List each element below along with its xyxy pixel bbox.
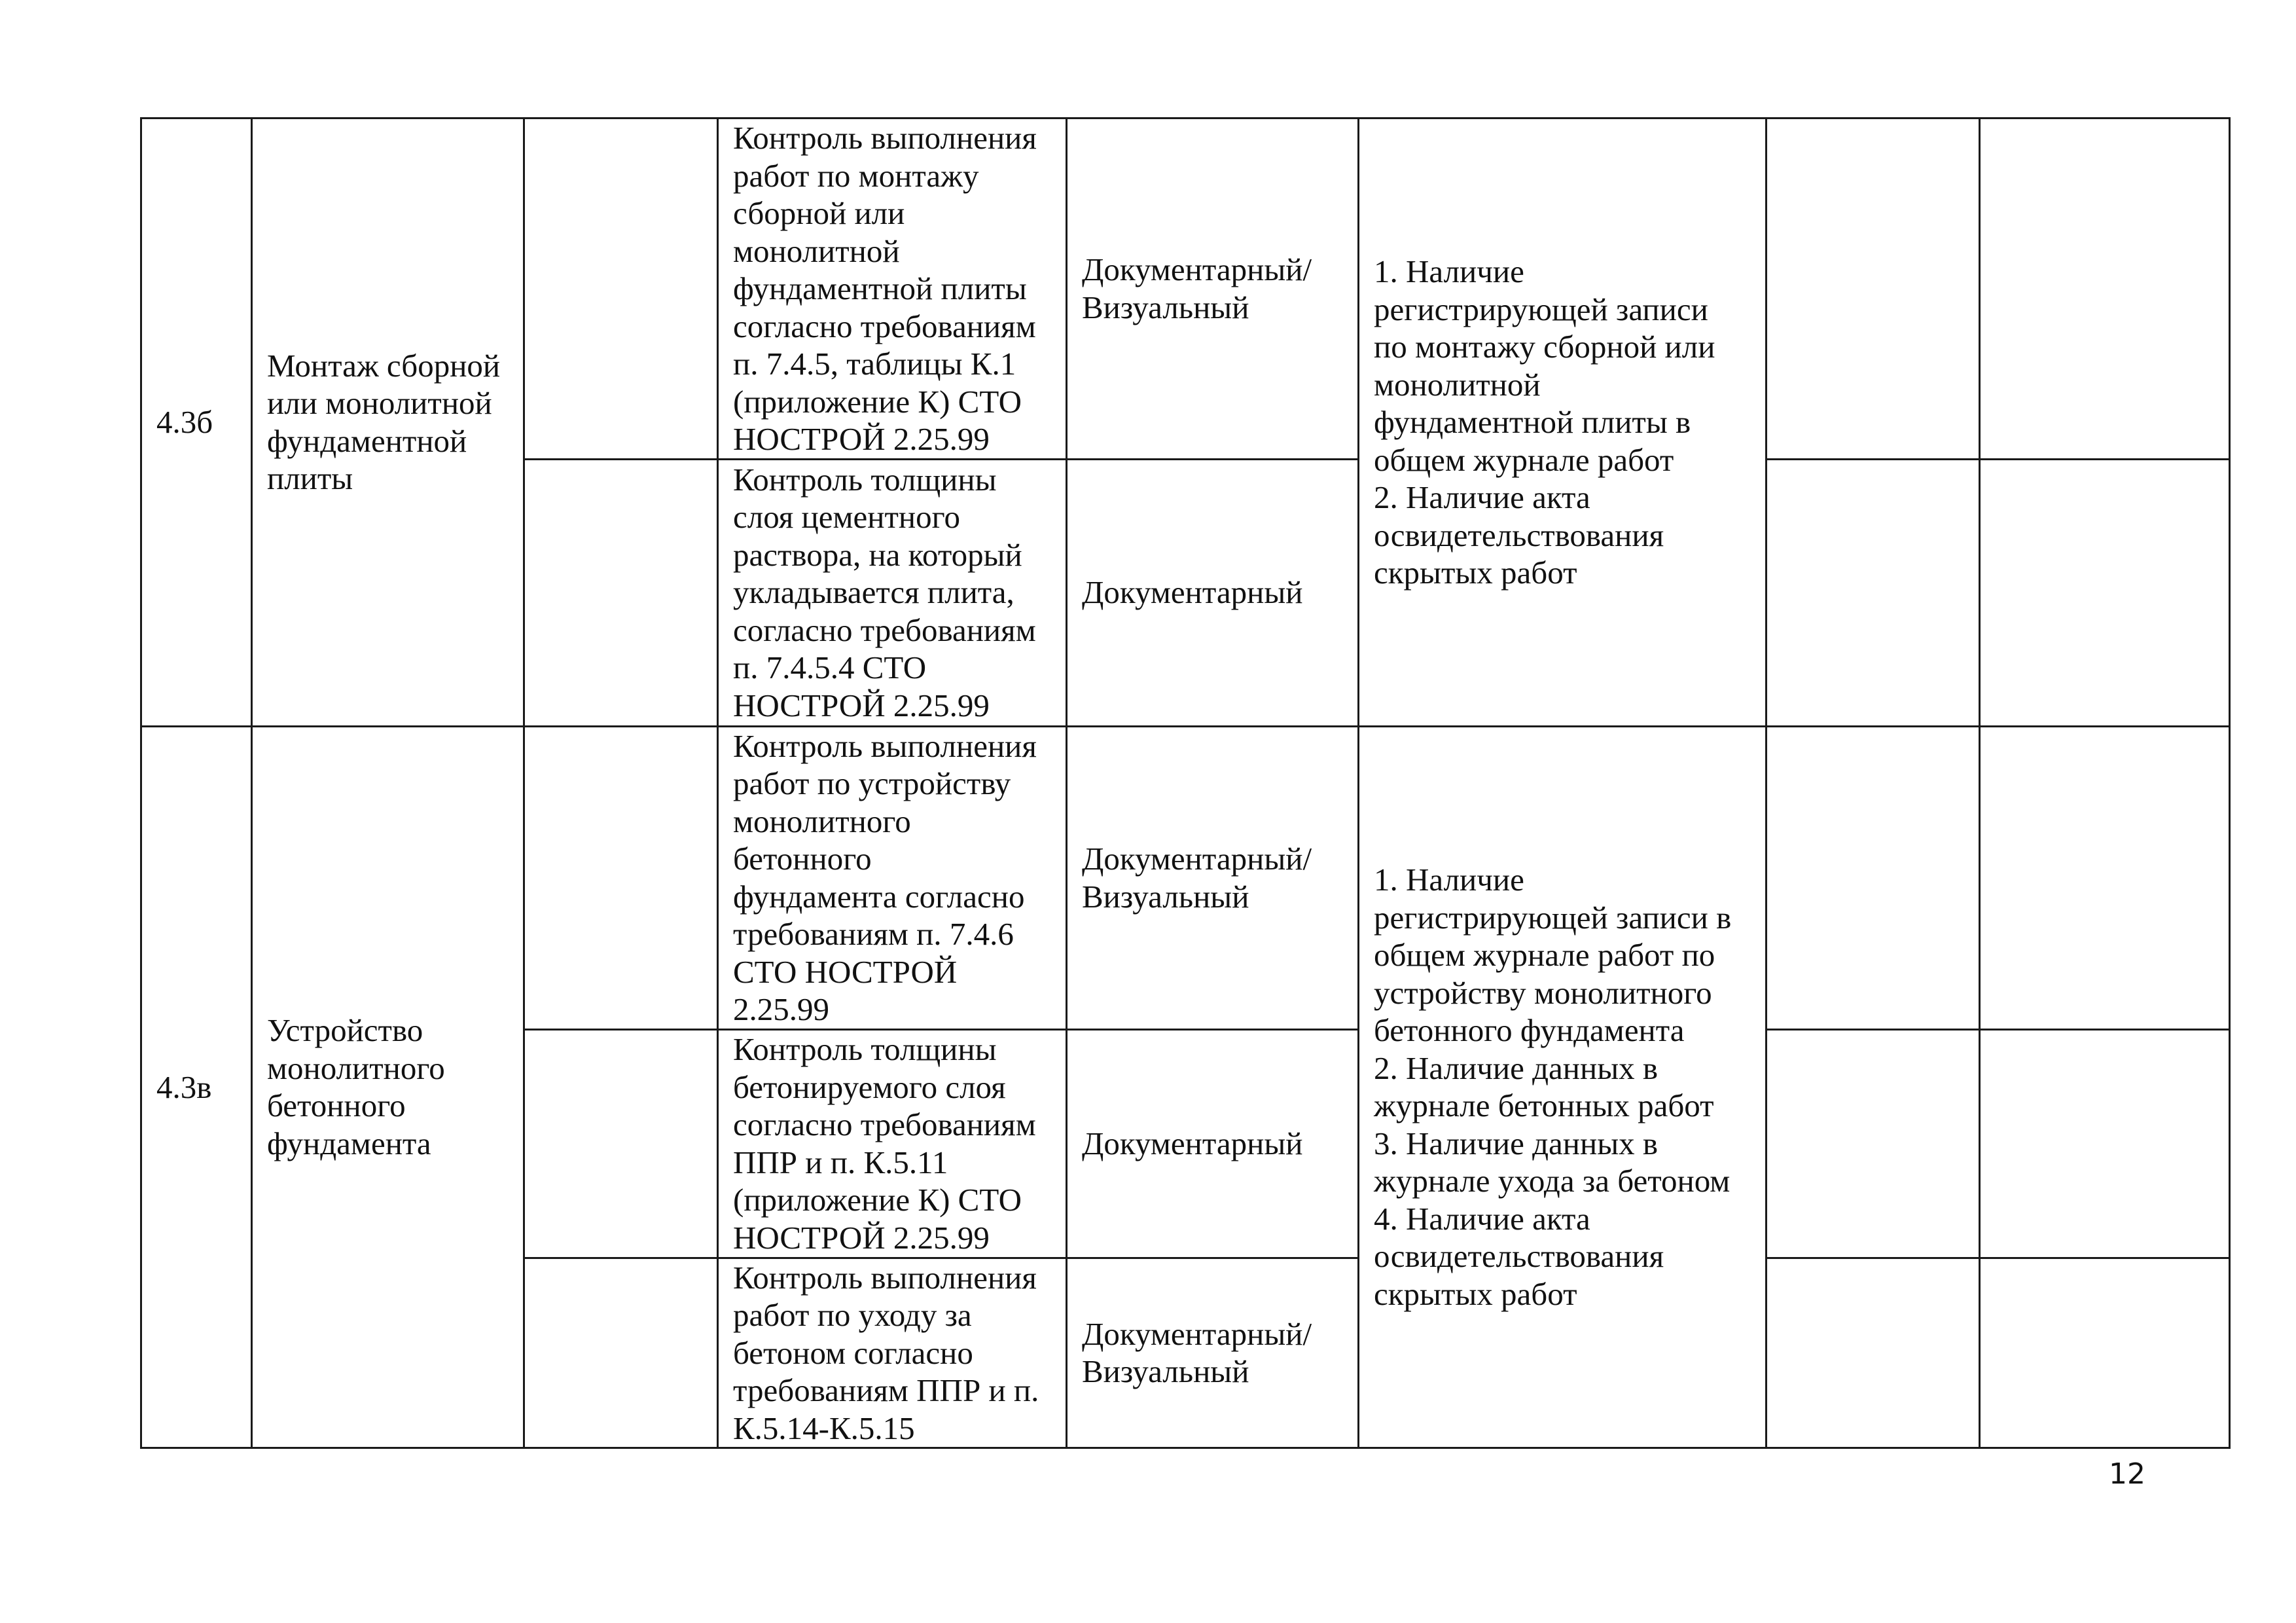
control-subject-line: (приложение К) СТО xyxy=(733,383,1022,420)
empty-cell xyxy=(1767,459,1980,726)
control-subject-line: требованиям ППР и п. xyxy=(733,1372,1039,1408)
empty-cell xyxy=(1767,1029,1980,1258)
operation-text-line: плиты xyxy=(267,460,353,497)
control-subject-line: бетонного xyxy=(733,841,872,877)
result-line: 1. Наличие xyxy=(1374,862,1524,898)
result-line: бетонного фундамента xyxy=(1374,1012,1685,1049)
empty-cell xyxy=(524,119,718,460)
control-subject-line: сборной или xyxy=(733,195,905,231)
control-method-line: Документарный xyxy=(1082,574,1303,611)
operation-text-line: фундаментной xyxy=(267,422,467,459)
operation-text-line: Устройство xyxy=(267,1012,423,1049)
result-line: 1. Наличие xyxy=(1374,253,1524,289)
control-result-cell xyxy=(1359,119,1767,727)
operation-cell xyxy=(252,726,524,1448)
result-line: по монтажу сборной или xyxy=(1374,329,1715,365)
empty-cell xyxy=(1767,1258,1980,1448)
empty-cell xyxy=(1980,726,2230,1029)
result-line: журнале ухода за бетоном xyxy=(1374,1163,1731,1199)
empty-cell xyxy=(1980,1258,2230,1448)
control-subject-line: (приложение К) СТО xyxy=(733,1182,1022,1218)
control-subject-cell xyxy=(718,726,1067,1029)
control-method-line: Визуальный xyxy=(1082,1353,1249,1390)
control-subject-line: НОСТРОЙ 2.25.99 xyxy=(733,421,990,457)
control-subject-line: бетоном согласно xyxy=(733,1334,973,1371)
result-line: 4. Наличие акта xyxy=(1374,1200,1590,1237)
result-line: 3. Наличие данных в xyxy=(1374,1125,1659,1161)
control-subject-line: согласно требованиям xyxy=(733,308,1036,344)
control-subject-line: Контроль толщины xyxy=(733,461,997,498)
empty-cell xyxy=(524,1029,718,1258)
control-subject-line: работ по монтажу xyxy=(733,157,979,194)
result-line: освидетельствования xyxy=(1374,517,1664,553)
result-line: регистрирующей записи в xyxy=(1374,899,1732,936)
control-method-line: Документарный/ xyxy=(1082,1315,1312,1352)
control-method-line: Визуальный xyxy=(1082,289,1249,325)
control-subject-line: СТО НОСТРОЙ xyxy=(733,953,958,990)
control-method-line: Документарный/ xyxy=(1082,841,1312,877)
table-row xyxy=(141,119,2230,460)
control-subject-line: фундаментной плиты xyxy=(733,270,1027,306)
operation-text-line: или монолитной xyxy=(267,385,492,422)
control-subject-line: согласно требованиям xyxy=(733,611,1036,648)
empty-cell xyxy=(524,459,718,726)
control-method-cell xyxy=(1067,459,1359,726)
control-method-cell xyxy=(1067,119,1359,460)
control-subject-line: 2.25.99 xyxy=(733,991,829,1027)
table-row xyxy=(141,726,2230,1029)
operation-text-line: бетонного xyxy=(267,1087,406,1124)
empty-cell xyxy=(1767,119,1980,460)
empty-cell xyxy=(524,1258,718,1448)
control-subject-line: НОСТРОЙ 2.25.99 xyxy=(733,1219,990,1256)
control-subject-cell xyxy=(718,1029,1067,1258)
result-line: регистрирующей записи xyxy=(1374,291,1708,327)
control-subject-line: раствора, на который xyxy=(733,536,1022,573)
result-line: общем журнале работ по xyxy=(1374,937,1715,974)
result-line: 2. Наличие данных в xyxy=(1374,1049,1659,1086)
result-line: освидетельствования xyxy=(1374,1238,1664,1275)
operation-text-line: фундамента xyxy=(267,1125,431,1161)
operation-text-line: Монтаж сборной xyxy=(267,347,501,384)
control-method-cell xyxy=(1067,1258,1359,1448)
control-subject-line: требованиям п. 7.4.6 xyxy=(733,916,1014,952)
control-method-line: Визуальный xyxy=(1082,878,1249,915)
control-subject-line: бетонируемого слоя xyxy=(733,1068,1006,1105)
control-subject-line: п. 7.4.5, таблицы К.1 xyxy=(733,346,1016,382)
result-line: 2. Наличие акта xyxy=(1374,479,1590,515)
empty-cell xyxy=(524,726,718,1029)
result-line: скрытых работ xyxy=(1374,555,1577,591)
item-number: 4.3б xyxy=(156,404,213,440)
control-subject-line: монолитного xyxy=(733,803,911,839)
control-subject-line: работ по уходу за xyxy=(733,1297,972,1333)
result-line: скрытых работ xyxy=(1374,1275,1577,1312)
control-method-line: Документарный/ xyxy=(1082,251,1312,288)
result-line: устройству монолитного xyxy=(1374,974,1712,1011)
control-result-cell xyxy=(1359,726,1767,1448)
item-number: 4.3в xyxy=(156,1068,212,1105)
control-subject-line: Контроль выполнения xyxy=(733,120,1037,156)
item-number-cell xyxy=(141,726,252,1448)
control-subject-line: К.5.14-К.5.15 xyxy=(733,1410,915,1446)
result-line: журнале бетонных работ xyxy=(1374,1087,1714,1124)
operation-cell xyxy=(252,119,524,727)
result-line: фундаментной плиты в xyxy=(1374,404,1691,440)
empty-cell xyxy=(1980,459,2230,726)
control-subject-line: укладывается плита, xyxy=(733,574,1014,611)
control-subject-line: работ по устройству xyxy=(733,765,1011,801)
control-subject-line: монолитной xyxy=(733,232,900,269)
control-method-line: Документарный xyxy=(1082,1125,1303,1161)
control-subject-cell xyxy=(718,1258,1067,1448)
control-subject-line: согласно требованиям xyxy=(733,1106,1036,1142)
control-method-cell xyxy=(1067,726,1359,1029)
control-subject-line: Контроль выполнения xyxy=(733,727,1037,764)
result-line: общем журнале работ xyxy=(1374,441,1674,478)
empty-cell xyxy=(1980,1029,2230,1258)
operation-text-line: монолитного xyxy=(267,1049,445,1086)
empty-cell xyxy=(1767,726,1980,1029)
empty-cell xyxy=(1980,119,2230,460)
control-method-cell xyxy=(1067,1029,1359,1258)
control-subject-line: Контроль толщины xyxy=(733,1031,997,1067)
page-number: 12 xyxy=(2109,1457,2145,1491)
control-subject-line: п. 7.4.5.4 СТО xyxy=(733,649,927,686)
control-subject-cell xyxy=(718,119,1067,460)
inspection-table xyxy=(140,117,2231,1449)
control-subject-line: ППР и п. К.5.11 xyxy=(733,1144,948,1180)
control-subject-line: слоя цементного xyxy=(733,499,961,536)
control-subject-line: НОСТРОЙ 2.25.99 xyxy=(733,687,990,723)
control-subject-cell xyxy=(718,459,1067,726)
control-subject-line: фундамента согласно xyxy=(733,878,1025,915)
result-line: монолитной xyxy=(1374,366,1541,403)
item-number-cell xyxy=(141,119,252,727)
control-subject-line: Контроль выполнения xyxy=(733,1259,1037,1296)
